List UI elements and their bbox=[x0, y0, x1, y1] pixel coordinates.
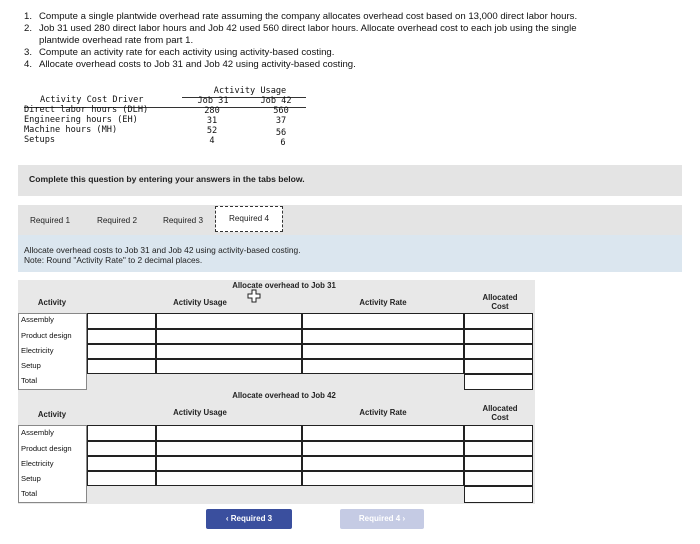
job31-allocated-input[interactable] bbox=[464, 359, 533, 374]
usage-title: Activity Usage bbox=[213, 86, 287, 96]
job31-dlh: 280 bbox=[204, 106, 220, 116]
job42-rate-input[interactable] bbox=[302, 456, 464, 471]
job31-allocated-input[interactable] bbox=[464, 344, 533, 359]
prev-button-label: Required 3 bbox=[230, 514, 273, 523]
job31-mh: 52 bbox=[206, 126, 218, 136]
job42-usage-input[interactable] bbox=[87, 425, 156, 441]
job42-row-product-design: Product design bbox=[21, 444, 72, 453]
job31-eh: 31 bbox=[206, 116, 218, 126]
task-panel bbox=[18, 235, 682, 272]
job31-usage-input[interactable] bbox=[87, 359, 156, 374]
job31-col-activity: Activity bbox=[37, 298, 67, 307]
tab-required-2[interactable]: Required 2 bbox=[96, 216, 138, 225]
add-icon[interactable] bbox=[247, 289, 261, 303]
job31-rate-input[interactable] bbox=[302, 313, 464, 329]
job42-rate-input[interactable] bbox=[302, 471, 464, 486]
job31-row-total: Total bbox=[21, 376, 38, 385]
job31-usage-input[interactable] bbox=[87, 344, 156, 359]
tab-required-4[interactable]: Required 4 bbox=[215, 206, 283, 232]
job42-total-allocated-input[interactable] bbox=[464, 486, 533, 503]
tab-required-3[interactable]: Required 3 bbox=[162, 216, 204, 225]
job42-allocated-input[interactable] bbox=[464, 456, 533, 471]
job42-row-assembly: Assembly bbox=[21, 428, 54, 437]
driver-mh: Machine hours (MH) bbox=[24, 125, 118, 135]
job42-col-usage: Activity Usage bbox=[173, 408, 227, 417]
job42-usage-input[interactable] bbox=[87, 441, 156, 456]
job42-dlh: 560 bbox=[273, 106, 289, 116]
job42-rate-input[interactable] bbox=[302, 425, 464, 441]
job31-row-assembly: Assembly bbox=[21, 315, 54, 324]
job31-col-allocated-1: Allocated bbox=[482, 293, 518, 302]
job42-col-rate: Activity Rate bbox=[359, 408, 407, 417]
job31-usage-input[interactable] bbox=[87, 313, 156, 329]
prev-required-3-button[interactable] bbox=[206, 509, 292, 529]
job31-row-setup: Setup bbox=[21, 361, 41, 370]
tab-required-1[interactable]: Required 1 bbox=[29, 216, 71, 225]
job31-usage-input[interactable] bbox=[156, 313, 302, 329]
next-button-label: Required 4 bbox=[358, 514, 401, 523]
col-header-job31: Job 31 bbox=[197, 96, 229, 106]
task-note: Note: Round "Activity Rate" to 2 decimal places. bbox=[24, 255, 203, 265]
job31-col-allocated-2: Cost bbox=[491, 302, 509, 311]
job42-row-setup: Setup bbox=[21, 474, 41, 483]
driver-setups: Setups bbox=[24, 135, 56, 145]
job31-allocated-input[interactable] bbox=[464, 329, 533, 344]
job31-rate-input[interactable] bbox=[302, 344, 464, 359]
job42-col-allocated-1: Allocated bbox=[482, 404, 518, 413]
driver-dlh: Direct labor hours (DLH) bbox=[24, 105, 149, 115]
job42-usage-input[interactable] bbox=[156, 425, 302, 441]
job42-row-total: Total bbox=[21, 489, 38, 498]
job42-usage-input[interactable] bbox=[156, 456, 302, 471]
job42-rate-input[interactable] bbox=[302, 441, 464, 456]
job42-allocated-input[interactable] bbox=[464, 425, 533, 441]
job31-rate-input[interactable] bbox=[302, 329, 464, 344]
job31-usage-input[interactable] bbox=[87, 329, 156, 344]
instruction-bar bbox=[18, 165, 682, 196]
job31-total-allocated-input[interactable] bbox=[464, 374, 533, 390]
job42-eh: 37 bbox=[275, 116, 287, 126]
job42-mh: 56 bbox=[275, 128, 287, 138]
chevron-right-icon: › bbox=[402, 514, 406, 523]
col-header-driver: Activity Cost Driver bbox=[40, 95, 144, 105]
job42-col-allocated bbox=[470, 404, 530, 422]
job42-usage-input[interactable] bbox=[156, 441, 302, 456]
job31-row-product-design: Product design bbox=[21, 331, 72, 340]
job42-title: Allocate overhead to Job 42 bbox=[232, 391, 336, 400]
job42-usage-input[interactable] bbox=[87, 456, 156, 471]
job31-usage-input[interactable] bbox=[156, 329, 302, 344]
instruction-text: Complete this question by entering your answers in the tabs below. bbox=[29, 174, 305, 184]
job31-usage-input[interactable] bbox=[156, 359, 302, 374]
job31-usage-input[interactable] bbox=[156, 344, 302, 359]
job31-col-allocated bbox=[470, 293, 530, 311]
task-text: Allocate overhead costs to Job 31 and Job 42 using activity-based costing. bbox=[24, 245, 301, 255]
job31-title: Allocate overhead to Job 31 bbox=[232, 281, 336, 290]
job31-col-rate: Activity Rate bbox=[359, 298, 407, 307]
job42-usage-input[interactable] bbox=[156, 471, 302, 486]
chevron-left-icon: ‹ bbox=[225, 514, 229, 523]
job31-row-electricity: Electricity bbox=[21, 346, 54, 355]
col-header-job42: Job 42 bbox=[260, 96, 292, 106]
job42-allocated-input[interactable] bbox=[464, 471, 533, 486]
job42-usage-input[interactable] bbox=[87, 471, 156, 486]
job42-col-activity: Activity bbox=[37, 410, 67, 419]
job42-col-allocated-2: Cost bbox=[491, 413, 509, 422]
job42-allocated-input[interactable] bbox=[464, 441, 533, 456]
job31-setups: 4 bbox=[209, 136, 215, 146]
driver-eh: Engineering hours (EH) bbox=[24, 115, 138, 125]
job31-rate-input[interactable] bbox=[302, 359, 464, 374]
job31-col-usage: Activity Usage bbox=[173, 298, 227, 307]
job31-allocated-input[interactable] bbox=[464, 313, 533, 329]
job42-row-electricity: Electricity bbox=[21, 459, 54, 468]
job42-setups: 6 bbox=[280, 138, 286, 148]
next-required-4-button[interactable] bbox=[340, 509, 424, 529]
